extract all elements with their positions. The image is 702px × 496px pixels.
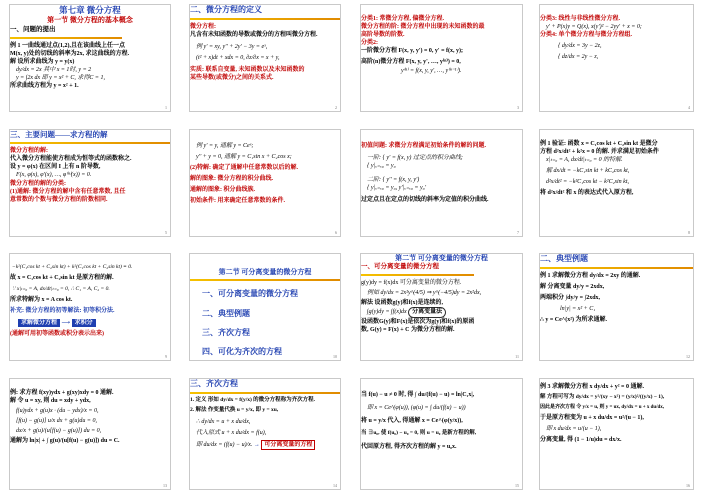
page-number: 5 bbox=[165, 229, 167, 235]
arrow-right-icon: ⟶ bbox=[61, 320, 71, 327]
page-number: 13 bbox=[163, 482, 167, 488]
page-number: 8 bbox=[688, 229, 690, 235]
toc-item: 一、可分离变量的微分方程 bbox=[202, 289, 298, 299]
equation: −k²(C₁cos kt + C₂sin kt) + k²(C₁cos kt + C₂sin kt) ≡ 0. bbox=[12, 264, 133, 270]
slide-10 bbox=[189, 253, 341, 361]
page-number: 16 bbox=[686, 482, 690, 488]
text-line: 通解为 ln|x| + ∫ g(u)/(u[f(u) − g(u)]) du = C. bbox=[10, 438, 120, 445]
text-line: 分类4: 单个微分方程与微分方程组. bbox=[540, 32, 632, 39]
text-line: 所求曲线方程为 y = x² + 1. bbox=[10, 83, 79, 90]
text-line: 2. 解法 作变量代换 u = y/x, 即 y = xu, bbox=[190, 407, 279, 414]
text-line: (1)通解: 微分方程的解中含有任意常数, 且任 bbox=[10, 188, 126, 195]
slide-title: 三、齐次方程 bbox=[190, 379, 238, 388]
equation: x|ₜ₌₀ = A, dx/dt|ₜ₌₀ = 0 的特解. bbox=[546, 157, 623, 164]
slide-14 bbox=[189, 378, 341, 490]
text-line: 例 1 一曲线通过点(1,2),且在该曲线上任一点 bbox=[10, 42, 125, 49]
equation: F(x, φ(x), φ'(x), …, φ⁽ⁿ⁾(x)) = 0. bbox=[16, 172, 92, 179]
separation-tag: 分离变量法 bbox=[408, 307, 446, 317]
text-line: 通解的图象: 积分曲线族. bbox=[190, 187, 255, 194]
solve-equation-box: 求解微分方程 bbox=[18, 319, 60, 327]
text-line: 当 f(u) − u ≠ 0 时, 得 ∫ du/(f(u) − u) = ln|C₁x|, bbox=[361, 392, 475, 398]
slide-7 bbox=[360, 129, 523, 237]
equation: dy/dx = 2x 其中 x = 1时, y = 2 bbox=[16, 66, 92, 73]
text-line: 因此是齐次方程 令 y/x = u, 则 y = ux, dy/dx = u + x du/dx, bbox=[540, 404, 665, 410]
equation: ln|y| = x² + C₁ bbox=[560, 306, 596, 313]
page-number: 9 bbox=[165, 353, 167, 359]
text-line: 代入微分方程能使方程成为恒等式的函数称之. bbox=[10, 156, 132, 163]
slide-12 bbox=[539, 253, 694, 361]
heading-underline bbox=[10, 37, 122, 39]
equation: 即 du/dx = (f(u) − u)/x. bbox=[196, 441, 253, 448]
page-number: 7 bbox=[517, 229, 519, 235]
text-line: 微分方程的阶: 微分方程中出现的未知函数的最 bbox=[361, 24, 485, 31]
text-line: g(y)dy = f(x)dx 可分离变量的微分方程. bbox=[361, 280, 462, 287]
title-underline bbox=[190, 18, 340, 20]
slide-15 bbox=[360, 378, 523, 490]
slide-16 bbox=[539, 378, 694, 490]
slide-9 bbox=[9, 253, 171, 361]
separable-tag: 可分离变量的方程 bbox=[261, 440, 315, 450]
text-line: 解 分离变量 dy/y = 2xdx, bbox=[540, 283, 605, 290]
page-number: 11 bbox=[515, 353, 519, 359]
heading-underline bbox=[361, 274, 474, 276]
page-number: 4 bbox=[688, 104, 690, 110]
equation: ∫g(y)dy = ∫f(x)dx bbox=[367, 309, 407, 316]
page-number: 3 bbox=[517, 104, 519, 110]
text-line: 当 ∃u₀, 使 f(u₀) − u₀ = 0, 则 u = u₀ 是新方程的解, bbox=[361, 430, 477, 437]
text-line: M(x, y)处的切线的斜率为2x, 求这曲线的方程. bbox=[10, 50, 130, 57]
page-number: 14 bbox=[333, 482, 337, 488]
slide-6 bbox=[189, 129, 341, 237]
text-line: 解法 设函数g(y)和f(x)是连续的, bbox=[361, 300, 443, 307]
equation: 即 x du/dx = u/(u − 1), bbox=[546, 426, 602, 433]
text-line: 实质: 联系自变量, 未知函数以及未知函数的 bbox=[190, 67, 305, 74]
text-line: 解的图象: 微分方程的积分曲线. bbox=[190, 176, 273, 183]
text-line: 例 1 验证: 函数 x = C₁cos kt + C₂sin kt 是微分 bbox=[540, 141, 658, 147]
equation: ∴ dy/dx = u + x du/dx, bbox=[196, 418, 251, 425]
section-title: 第二节 可分离变量的微分方程 bbox=[218, 268, 312, 276]
equation: 解 dx/dt = −kC₁sin kt + kC₂cos kt, bbox=[546, 168, 630, 175]
title-underline bbox=[10, 142, 170, 144]
equation: [f(u) − g(u)] u/x dx + g(u)du = 0, bbox=[16, 418, 97, 425]
text-line: 将 u = y/x 代入, 得通解 x = Ce^(φ(y/x)), bbox=[361, 418, 463, 425]
text-line: 例 1 求解微分方程 dy/dx = 2xy 的通解. bbox=[540, 272, 641, 279]
equation: 二阶: { y'' = f(x, y, y') bbox=[367, 177, 420, 184]
equation: d²x/dt² = −k²C₁cos kt − k²C₂sin kt, bbox=[546, 179, 630, 186]
term-label: 微分方程的解: bbox=[10, 148, 48, 155]
text-line: 两端积分 ∫dy/y = ∫2xdx, bbox=[540, 294, 601, 301]
toc-item: 二、典型例题 bbox=[202, 308, 250, 318]
toc-item: 三、齐次方程 bbox=[202, 327, 250, 337]
slide-2 bbox=[189, 4, 341, 112]
equation: (t² + x)dt + xdx = 0, ∂z/∂x = x + y, bbox=[196, 55, 280, 62]
term-label: 微分方程的解的分类: bbox=[10, 180, 66, 187]
text-line: 分离变量, 得 (1 − 1/u)du = dx/x. bbox=[540, 437, 622, 444]
slide-3 bbox=[360, 4, 523, 112]
term-label: 微分方程: bbox=[190, 23, 216, 30]
text-line: 高阶(n)微分方程 F(x, y, y', …, y⁽ⁿ⁾) = 0, bbox=[361, 59, 461, 66]
text-line: 设函数G(y)和F(x)是依次为g(y)和f(x)的原函 bbox=[361, 318, 475, 325]
page-number: 10 bbox=[333, 353, 337, 359]
text-line: 代回原方程, 得齐次方程的解 y = u₀x. bbox=[361, 443, 457, 450]
text-line: 解 令 u = xy, 则 du = xdy + ydx, bbox=[10, 398, 91, 405]
page-number: 2 bbox=[335, 104, 337, 110]
text-line: 某些导数(或微分)之间的关系式. bbox=[190, 75, 274, 82]
text-line: 分类1: 常微分方程, 偏微分方程. bbox=[361, 16, 444, 22]
page-number: 15 bbox=[515, 482, 519, 488]
method-flow bbox=[10, 319, 170, 327]
text-line: 例: 求方程 f(xy)ydx + g(xy)xdy = 0 通解. bbox=[10, 390, 114, 396]
equation: 即 x = Ce^(φ(u)), (φ(u) = ∫ du/(f(u) − u)) bbox=[367, 405, 466, 412]
text-line: 故 x = C₁cos kt + C₂sin kt 是原方程的解. bbox=[10, 275, 114, 282]
equation: y' + P(x)y = Q(x), x(y')² − 2yy' + x = 0; bbox=[546, 24, 642, 31]
text-line: 分类2: bbox=[361, 40, 378, 47]
text-line: 初值问题: 求微分方程满足初始条件的解的问题. bbox=[361, 143, 486, 149]
slide-title: 二、典型例题 bbox=[540, 254, 588, 263]
text-line: 初始条件: 用来确定任意常数的条件. bbox=[190, 198, 285, 205]
equation: y = ∫2x dx 即 y = x² + C, 求得C = 1, bbox=[16, 75, 105, 82]
equation: y⁽ⁿ⁾ = f(x, y, y', …, y⁽ⁿ⁻¹⁾). bbox=[401, 67, 462, 74]
section-title: 第一节 微分方程的基本概念 bbox=[47, 16, 133, 25]
section-title: 第二节 可分离变量的微分方程 bbox=[395, 254, 488, 262]
equation: dx/x + g(u)/(u[f(u) − g(u)]) du = 0, bbox=[16, 428, 102, 435]
text-line: 一阶微分方程 F(x, y, y') = 0, y' = f(x, y); bbox=[361, 48, 463, 55]
text-line: 方程 d²x/dt² + k²x = 0 的解. 并求满足初始条件 bbox=[540, 149, 659, 156]
equation: { dz/dx = 2y − z, bbox=[558, 54, 599, 61]
text-line: 例 3 求解微分方程 x dy/dx + y² = 0 通解. bbox=[540, 384, 644, 390]
text-line: 数, G(y) = F(x) + C 为微分方程的解. bbox=[361, 326, 455, 333]
equation: 例 y' = xy, y'' + 2y' − 3y = eˣ, bbox=[196, 43, 268, 50]
slide-1 bbox=[9, 4, 171, 112]
text-line: 补充: 微分方程的初等解法: 初等积分法. bbox=[10, 308, 115, 315]
text-line: 所求特解为 x = A cos kt. bbox=[10, 296, 73, 303]
text-line: 将 d²x/dt² 和 x 的表达式代入原方程, bbox=[540, 190, 634, 197]
page-number: 1 bbox=[165, 104, 167, 110]
slide-13 bbox=[9, 378, 171, 490]
text-line: (2)特解: 确定了通解中任意常数以后的解. bbox=[190, 165, 298, 172]
slide-heading: 一、问题的提出 bbox=[10, 25, 56, 33]
text-line: 解 设所求曲线为 y = y(x) bbox=[10, 58, 75, 65]
equation: f(u)ydx + g(u)x · (du − ydx)/x = 0, bbox=[16, 408, 99, 415]
equation: 例 y' = y, 通解 y = Ceˣ; bbox=[196, 143, 254, 149]
integrate-box: 求积分 bbox=[72, 319, 96, 327]
slide-title: 三、主要问题——求方程的解 bbox=[10, 130, 108, 139]
text-line: 凡含有未知函数的导数或微分的方程叫微分方程. bbox=[190, 31, 318, 38]
title-underline bbox=[190, 279, 340, 281]
slide-5 bbox=[9, 129, 171, 237]
arrow-right-icon: → bbox=[253, 441, 260, 448]
title-underline bbox=[190, 392, 340, 394]
equation: { dy/dx = 3y − 2z, bbox=[558, 43, 602, 50]
equation: { y|ₓ₌ₓ₀ = y₀, y'|ₓ₌ₓ₀ = y₀' bbox=[367, 185, 427, 192]
equation: 代入原式 u + x du/dx = f(u), bbox=[196, 429, 267, 436]
text-line: 解 方程可写为 dy/dx = y²/(xy − x²) = (y/x)²/((y/x) − 1), bbox=[540, 394, 665, 401]
slide-11 bbox=[360, 253, 523, 361]
text-line: 意常数的个数与微分方程的阶数相同. bbox=[10, 196, 108, 203]
text-line: 过定点且在定点的切线的斜率为定值的积分曲线. bbox=[361, 197, 489, 204]
text-line: 设 y = φ(x) 在区间 I 上有 n 阶导数, bbox=[10, 164, 101, 171]
equation: ∵ x|ₜ₌₀ = A, dx/dt|ₜ₌₀ = 0, ∴ C₁ = A, C₂ = 0. bbox=[12, 285, 110, 292]
title-underline bbox=[540, 267, 693, 269]
page-number: 12 bbox=[686, 353, 690, 359]
text-line: 高阶导数的阶数. bbox=[361, 32, 405, 39]
slide-title: 二、微分方程的定义 bbox=[190, 5, 262, 14]
equation: 一阶: { y' = f(x, y) 过定点的积分曲线; bbox=[367, 155, 463, 162]
text-line: 分类3: 线性与非线性微分方程. bbox=[540, 16, 620, 22]
integral-row bbox=[361, 307, 522, 317]
toc-item: 四、可化为齐次的方程 bbox=[202, 347, 282, 356]
text-line: 于是原方程变为 u + x du/dx = u²/(u − 1), bbox=[540, 415, 644, 422]
result-row bbox=[190, 440, 340, 450]
chapter-title: 第七章 微分方程 bbox=[59, 5, 121, 15]
equation: y'' + y = 0, 通解 y = C₁sin x + C₂cos x; bbox=[196, 154, 292, 161]
slide-8 bbox=[539, 129, 694, 237]
note-text: (通解可用初等函数或积分表示出来) bbox=[10, 331, 104, 338]
equation: 例如 dy/dx = 2x²y^(4/5) ⇒ y^(−4/5)dy = 2x²dx, bbox=[367, 290, 482, 297]
page-number: 6 bbox=[335, 229, 337, 235]
text-line: ∴ y = Ce^(x²) 为所求通解. bbox=[540, 317, 608, 324]
slide-heading: 一、可分离变量的微分方程 bbox=[361, 263, 439, 271]
slide-4 bbox=[539, 4, 694, 112]
text-line: 1. 定义 形如 dy/dx = f(y/x) 的微分方程称为齐次方程. bbox=[190, 396, 316, 403]
equation: { y|ₓ₌ₓ₀ = y₀ bbox=[367, 163, 396, 170]
